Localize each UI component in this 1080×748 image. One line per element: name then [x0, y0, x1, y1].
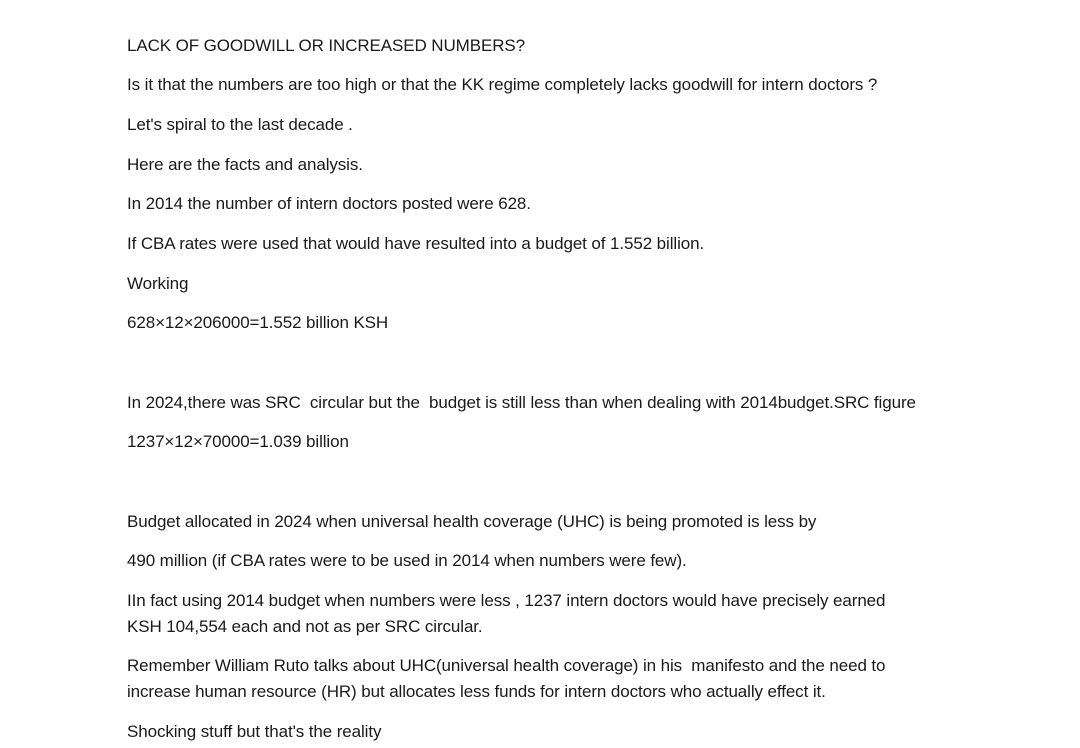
paragraph-facts-intro: Here are the facts and analysis.	[127, 155, 363, 174]
paragraph-ruto-manifesto: Remember William Ruto talks about UHC(universal health coverage) in his manifesto and the need to increase human resource (HR) but allocates less funds for intern doctors who actually effect it.	[127, 656, 886, 701]
paragraph-closing: Shocking stuff but that's the reality	[127, 722, 382, 741]
paragraph-2024-src: In 2024,there was SRC circular but the budget is still less than when dealing with 2014budget.SRC figure	[127, 393, 916, 412]
paragraph-question: Is it that the numbers are too high or that the KK regime completely lacks goodwill for intern doctors ?	[127, 75, 878, 94]
paragraph-working-label: Working	[127, 274, 189, 293]
paragraph-490-million: 490 million (if CBA rates were to be used in 2014 when numbers were few).	[127, 551, 687, 570]
paragraph-2014-calculation: 628×12×206000=1.552 billion KSH	[127, 313, 389, 332]
paragraph-2014-count: In 2014 the number of intern doctors posted were 628.	[127, 194, 531, 213]
paragraph-spiral: Let's spiral to the last decade .	[127, 115, 353, 134]
paragraph-uhc-budget: Budget allocated in 2024 when universal health coverage (UHC) is being promoted is less by	[127, 512, 817, 531]
paragraph-2024-calculation: 1237×12×70000=1.039 billion	[127, 432, 349, 451]
paragraph-cba-budget: If CBA rates were used that would have resulted into a budget of 1.552 billion.	[127, 234, 705, 253]
paragraph-in-fact: IIn fact using 2014 budget when numbers were less , 1237 intern doctors would have precisely earned KSH 104,554 each and not as per SRC circular.	[127, 591, 886, 636]
document-title: LACK OF GOODWILL OR INCREASED NUMBERS?	[127, 36, 525, 55]
